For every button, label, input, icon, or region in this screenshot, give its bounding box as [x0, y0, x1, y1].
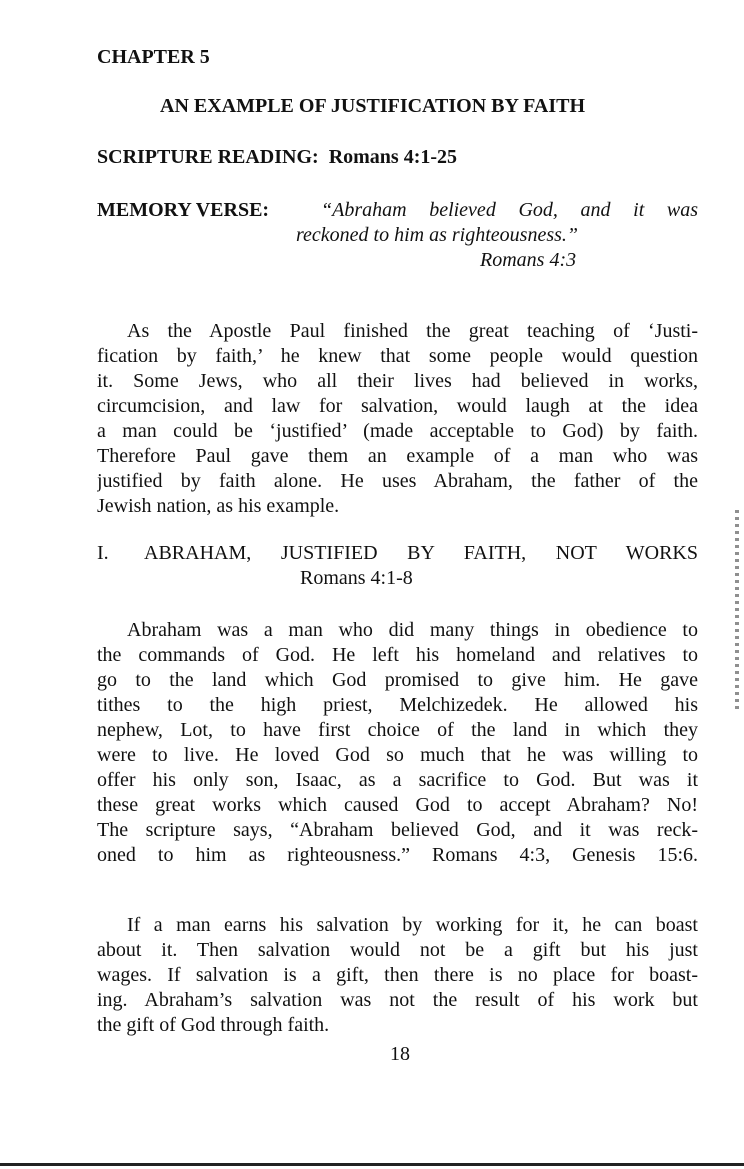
memory-line: reckoned to him as righteousness.”	[296, 224, 579, 246]
section-heading	[97, 541, 698, 591]
text-line: ing. Abraham’s salvation was not the result of his work but	[97, 989, 698, 1011]
scripture-reading	[97, 146, 698, 169]
paragraph-abraham	[97, 618, 698, 868]
chapter-title: AN EXAMPLE OF JUSTIFICATION BY FAITH	[160, 95, 586, 117]
text-line: wages. If salvation is a gift, then there is no place for boast-	[97, 964, 698, 986]
scripture-label: SCRIPTURE READING:	[97, 146, 319, 168]
text-line: were to live. He loved God so much that he was willing to	[97, 744, 698, 766]
chapter-label: CHAPTER 5	[97, 46, 210, 68]
text-line: the commands of God. He left his homeland and relatives to	[97, 644, 698, 666]
text-line: the gift of God through faith.	[97, 1014, 330, 1036]
section-title: ABRAHAM, JUSTIFIED BY FAITH, NOT WORKS	[144, 542, 698, 564]
text-line: Therefore Paul gave them an example of a man who was	[97, 445, 698, 467]
text-line: As the Apostle Paul finished the great teaching of ‘Justi-	[127, 320, 698, 342]
section-numeral: I.	[97, 542, 109, 564]
page-number: 18	[390, 1043, 410, 1065]
scripture-ref: Romans 4:1-25	[328, 146, 458, 168]
paragraph-intro	[97, 319, 698, 519]
memory-verse	[97, 198, 698, 273]
text-line: it. Some Jews, who all their lives had believed in works,	[97, 370, 698, 392]
page-bottom-edge	[0, 1163, 744, 1166]
text-line: a man could be ‘justified’ (made acceptable to God) by faith.	[97, 420, 698, 442]
text-line: Abraham was a man who did many things in obedience to	[127, 619, 698, 641]
text-line: these great works which caused God to accept Abraham? No!	[97, 794, 698, 816]
scan-edge-artifact	[735, 510, 739, 710]
text-line: justified by faith alone. He uses Abraham, the father of the	[97, 470, 698, 492]
text-line: If a man earns his salvation by working for it, he can boast	[127, 914, 698, 936]
text-line: nephew, Lot, to have first choice of the land in which they	[97, 719, 698, 741]
section-ref: Romans 4:1-8	[300, 567, 413, 589]
text-line: circumcision, and law for salvation, would laugh at the idea	[97, 395, 698, 417]
text-line: tithes to the high priest, Melchizedek. He allowed his	[97, 694, 698, 716]
text-line: Jewish nation, as his example.	[97, 495, 340, 517]
memory-label: MEMORY VERSE:	[97, 199, 270, 221]
text-line: offer his only son, Isaac, as a sacrifice to God. But was it	[97, 769, 698, 791]
text-line: fication by faith,’ he knew that some people would question	[97, 345, 698, 367]
memory-line: “Abraham believed God, and it was	[321, 199, 698, 221]
paragraph-salvation	[97, 913, 698, 1038]
text-line: The scripture says, “Abraham believed God, and it was reck-	[97, 819, 698, 841]
memory-ref: Romans 4:3	[480, 249, 577, 271]
text-line: oned to him as righteousness.” Romans 4:3, Genesis 15:6.	[97, 844, 698, 866]
text-line: about it. Then salvation would not be a gift but his just	[97, 939, 698, 961]
text-line: go to the land which God promised to give him. He gave	[97, 669, 698, 691]
